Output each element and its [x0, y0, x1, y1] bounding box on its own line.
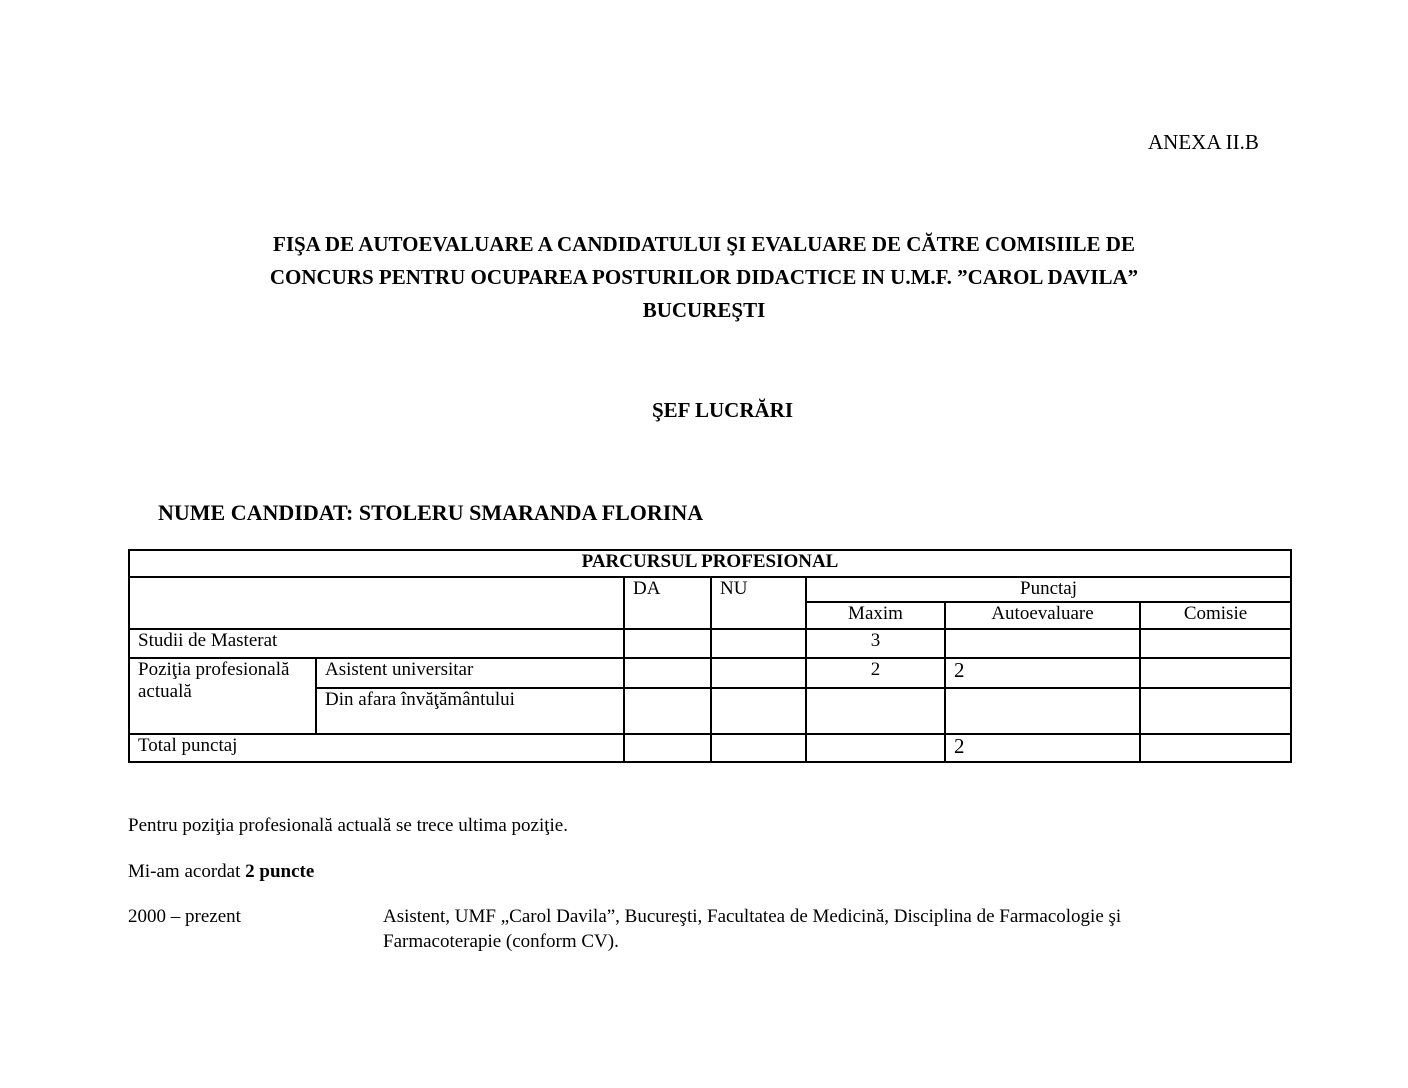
empty-header-cell [129, 577, 624, 629]
auto-cell [945, 629, 1140, 658]
awarded-points: 2 puncte [245, 861, 315, 882]
header-punctaj: Punctaj [806, 577, 1291, 602]
table-row [129, 734, 1291, 762]
maxim-cell [806, 688, 945, 734]
section-header: PARCURSUL PROFESIONAL [129, 550, 1291, 577]
comisie-cell [1140, 734, 1291, 762]
da-cell [624, 658, 711, 688]
auto-cell: 2 [945, 734, 1140, 762]
comisie-cell [1140, 658, 1291, 688]
table-row [129, 629, 1291, 658]
header-autoevaluare: Autoevaluare [945, 602, 1140, 629]
document-title-line-1: FIŞA DE AUTOEVALUARE A CANDIDATULUI ŞI EVALUARE DE CĂTRE COMISIILE DE [273, 232, 1135, 256]
note-text: Pentru poziţia profesională actuală se trece ultima poziţie. [128, 815, 568, 836]
history-description-line-2: Farmacoterapie (conform CV). [383, 931, 619, 952]
da-cell [624, 629, 711, 658]
auto-cell: 2 [945, 658, 1140, 688]
table-row [129, 658, 1291, 688]
maxim-cell: 3 [806, 629, 945, 658]
maxim-cell: 2 [806, 658, 945, 688]
header-da: DA [624, 577, 711, 629]
da-cell [624, 734, 711, 762]
awarded-text [128, 861, 314, 883]
annex-label: ANEXA II.B [1148, 130, 1259, 154]
history-description-line-1: Asistent, UMF „Carol Davila”, Bucureşti, Facultatea de Medicină, Disciplina de Farmacologie şi [383, 906, 1122, 927]
da-cell [624, 688, 711, 734]
header-comisie: Comisie [1140, 602, 1291, 629]
row-label: Asistent universitar [316, 658, 624, 688]
header-nu: NU [711, 577, 806, 629]
maxim-cell [806, 734, 945, 762]
auto-cell [945, 688, 1140, 734]
professional-path-table [128, 549, 1292, 763]
awarded-prefix: Mi-am acordat [128, 861, 246, 882]
row-group-label: Poziţia profesională actuală [129, 658, 316, 734]
comisie-cell [1140, 629, 1291, 658]
history-period: 2000 – prezent [128, 906, 241, 927]
nu-cell [711, 734, 806, 762]
nu-cell [711, 629, 806, 658]
document-title-line-3: BUCUREŞTI [642, 298, 766, 322]
row-label: Studii de Masterat [129, 629, 624, 658]
position-title: ŞEF LUCRĂRI [652, 398, 793, 422]
nu-cell [711, 688, 806, 734]
comisie-cell [1140, 688, 1291, 734]
candidate-name: NUME CANDIDAT: STOLERU SMARANDA FLORINA [158, 500, 704, 525]
row-label: Din afara învăţământului [316, 688, 624, 734]
nu-cell [711, 658, 806, 688]
header-maxim: Maxim [806, 602, 945, 629]
document-title-line-2: CONCURS PENTRU OCUPAREA POSTURILOR DIDACTICE IN U.M.F. ”CAROL DAVILA” [269, 265, 1139, 289]
row-label: Total punctaj [129, 734, 624, 762]
